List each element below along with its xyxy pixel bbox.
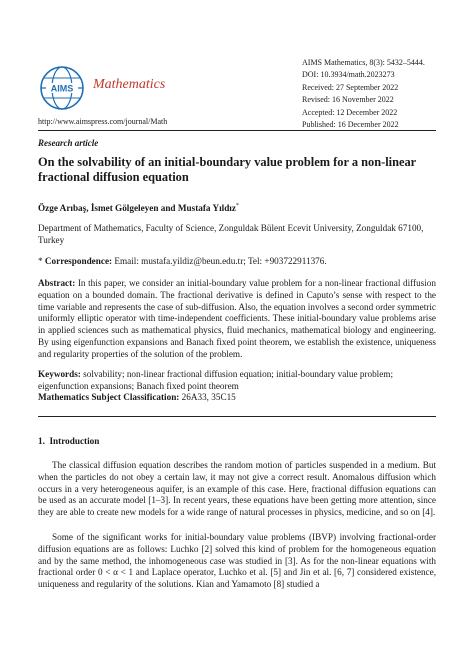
correspondence <box>38 256 327 266</box>
meta-accepted: Accepted: 12 December 2022 <box>302 107 398 117</box>
article-type: Research article <box>38 138 99 148</box>
meta-citation: AIMS Mathematics, 8(3): 5432–5444. <box>302 58 425 67</box>
svg-text:AIMS: AIMS <box>50 83 74 94</box>
abstract <box>38 278 436 361</box>
section-number: 1. <box>38 436 45 446</box>
affiliation: Department of Mathematics, Faculty of Science, Zonguldak Bülent Ecevit University, Zonguldak 67100, Turkey <box>38 223 424 245</box>
meta-published: Published: 16 December 2022 <box>302 120 399 130</box>
msc-label: Mathematics Subject Classification: <box>38 392 180 402</box>
meta-received: Received: 27 September 2022 <box>302 82 399 92</box>
authors-text: Özge Arıbaş, İsmet Gölgeleyen and Mustafa Yıldız <box>38 203 236 214</box>
header-rule <box>38 130 436 131</box>
meta-revised: Revised: 16 November 2022 <box>302 95 394 105</box>
journal-name: Mathematics <box>93 77 166 92</box>
keywords <box>38 368 436 392</box>
aims-logo <box>38 64 86 112</box>
section-heading <box>38 436 99 446</box>
paragraph-1: The classical diffusion equation describes the random motion of particles suspended in a medium. But when the particles do not obey a certain law, it may not give a correct result. Anomalous diffusion which occurs in a very heterogeneous aquifer, is an example of this case. Here, fractional diffusion equations can be used as an accurate model [1–3]. In recent years, these equations have been getting more attention, since they are able to create new models for a wide range of natural processes in physics, medicine, and so on [4]. <box>38 460 436 518</box>
paragraph-2: Some of the significant works for initial-boundary value problems (IBVP) involving fractional-order diffusion equations are as follows: Luchko [2] solved this kind of problem for the homogeneous equation and by the same method, the inhomogeneous case was studied in [3]. As for the non-linear equations with fractional order 0 < α < 1 and Laplace operator, Luchko et al. [5] and Jin et al. [6, 7] considered existence, uniqueness and regularity of the solutions. Kian and Yamamoto [8] studied a <box>38 532 436 590</box>
abstract-text: In this paper, we consider an initial-boundary value problem for a non-linear fractional diffusion equation on a bounded domain. The fractional derivative is defined in Caputo’s sense with respect to the time variable and represents the case of sub-diffusion. Also, the equation involves a second order symmetric uniformly elliptic operator with time-independent coefficients. These initial-boundary value problems arise in applied sciences such as mathematical physics, fluid mechanics, mathematical biology and engineering. By using eigenfunction expansions and Banach fixed point theorem, we establish the existence, uniqueness and regularity properties of the solution of the problem. <box>38 278 436 359</box>
journal-url[interactable]: http://www.aimspress.com/journal/Math <box>38 117 168 126</box>
keywords-text: solvability; non-linear fractional diffusion equation; initial-boundary value problem; eigenfunction expansions; Banach fixed point theorem <box>38 369 394 391</box>
meta-doi[interactable]: DOI: 10.3934/math.2023273 <box>302 70 395 80</box>
corresponding-mark: * <box>235 203 239 209</box>
correspondence-text: Email: mustafa.yildiz@beun.edu.tr; Tel: +903722911376. <box>112 256 327 266</box>
article-meta <box>302 57 425 131</box>
author-list <box>38 203 239 213</box>
subject-classification <box>38 392 236 402</box>
msc-text: 26A33, 35C15 <box>181 392 236 402</box>
abstract-rule <box>38 416 436 417</box>
correspondence-label: Correspondence: <box>44 256 113 266</box>
abstract-label: Abstract: <box>38 278 76 288</box>
paper-title: On the solvability of an initial-boundary value problem for a non-linear fractional diffusion equation <box>38 155 416 184</box>
keywords-label: Keywords: <box>38 369 81 379</box>
correspondence-prefix: * <box>38 256 45 266</box>
section-title: Introduction <box>49 436 100 446</box>
